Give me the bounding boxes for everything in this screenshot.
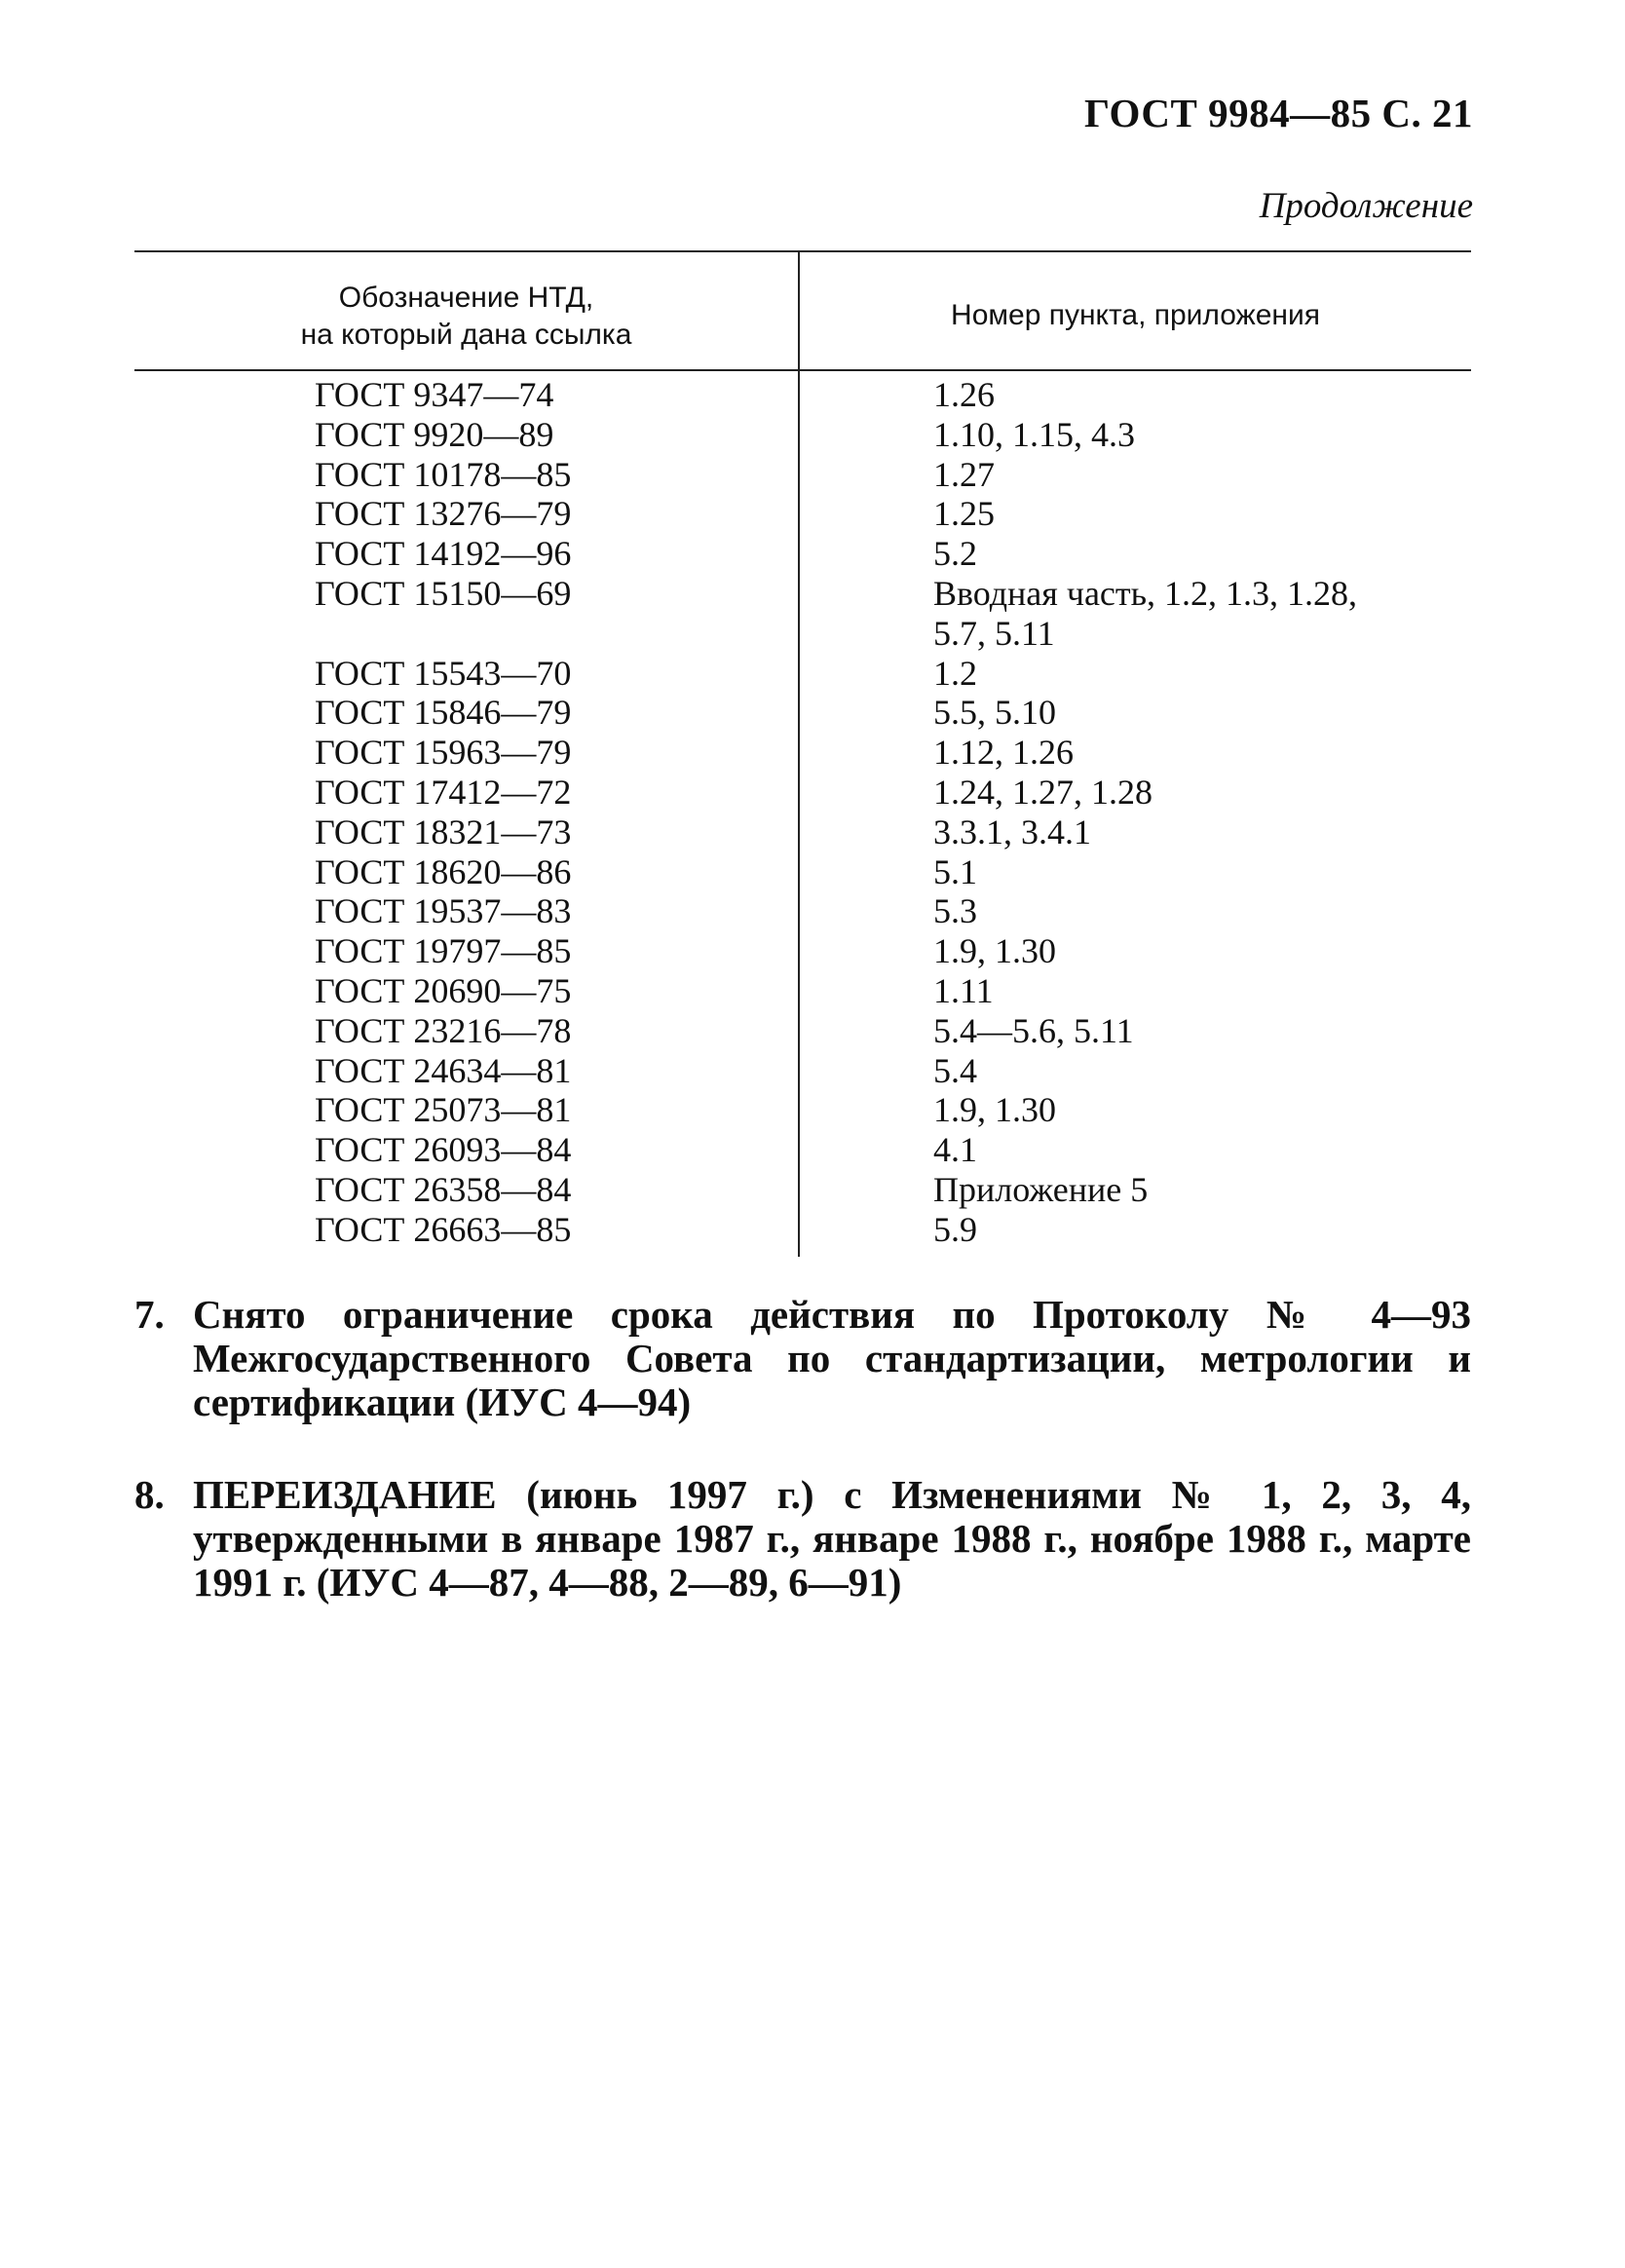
table-row <box>134 813 1471 852</box>
standard-designation: ГОСТ 9347—74 <box>315 375 554 414</box>
notes-section <box>134 1293 1471 1605</box>
standard-designation: ГОСТ 23216—78 <box>315 1010 572 1050</box>
clause-reference-line: 1.10, 1.15, 4.3 <box>933 414 1135 454</box>
note-text: Снято ограничение срока действия по Протоколу № 4—93 Межгосударственного Совета по стандартизации, метрологии и сертификации (ИУС 4—94) <box>193 1292 1471 1424</box>
standard-designation: ГОСТ 26093—84 <box>315 1130 572 1170</box>
clause-reference <box>618 733 1291 773</box>
clause-reference-line: 5.9 <box>933 1209 977 1249</box>
clause-reference-line: 1.11 <box>933 970 994 1010</box>
table-row <box>134 1011 1471 1051</box>
standard-designation: ГОСТ 13276—79 <box>315 494 572 534</box>
note-number: 8. <box>134 1472 165 1517</box>
clause-reference <box>618 534 1291 574</box>
clause-reference <box>618 813 1291 852</box>
table-row <box>134 852 1471 892</box>
standard-designation: ГОСТ 19537—83 <box>315 891 572 931</box>
clause-reference-line: 1.25 <box>933 494 995 534</box>
clause-reference-line: 3.3.1, 3.4.1 <box>933 812 1091 851</box>
clause-reference <box>618 971 1291 1011</box>
table-row <box>134 971 1471 1011</box>
standard-designation: ГОСТ 18620—86 <box>315 851 572 891</box>
clause-reference <box>618 693 1291 733</box>
note-text: ПЕРЕИЗДАНИЕ (июнь 1997 г.) с Изменениями № 1, 2, 3, 4, утвержденными в январе 1987 г., январе 1988 г., ноябре 1988 г., марте 1991 г. (ИУС 4—87, 4—88, 2—89, 6—91) <box>193 1472 1471 1605</box>
clause-reference-line: 5.5, 5.10 <box>933 693 1056 733</box>
table-row <box>134 494 1471 534</box>
note-item <box>134 1473 1471 1605</box>
table-top-rule <box>134 250 1471 252</box>
standard-designation: ГОСТ 26663—85 <box>315 1209 572 1249</box>
clause-reference-line: Приложение 5 <box>933 1169 1149 1209</box>
clause-reference <box>618 852 1291 892</box>
clause-reference <box>618 1051 1291 1091</box>
standard-designation: ГОСТ 26358—84 <box>315 1169 572 1209</box>
continuation-label: Продолжение <box>1259 186 1473 226</box>
clause-reference-line: 1.2 <box>933 653 977 693</box>
table-body <box>134 375 1471 1250</box>
standard-designation: ГОСТ 20690—75 <box>315 970 572 1010</box>
standard-designation: ГОСТ 18321—73 <box>315 812 572 851</box>
note-number: 7. <box>134 1292 165 1337</box>
table-row <box>134 415 1471 455</box>
table-header-rule <box>134 369 1471 371</box>
clause-reference <box>618 1170 1291 1210</box>
clause-reference <box>618 415 1291 455</box>
clause-reference-line: Вводная часть, 1.2, 1.3, 1.28, <box>933 573 1358 613</box>
clause-reference <box>618 1130 1291 1170</box>
column-header-standard-line1: Обозначение НТД, <box>338 282 594 314</box>
clause-reference <box>618 375 1291 415</box>
clause-reference-line: 5.1 <box>933 851 977 891</box>
standard-designation: ГОСТ 15846—79 <box>315 693 572 733</box>
standard-designation: ГОСТ 25073—81 <box>315 1090 572 1130</box>
clause-reference-line: 5.7, 5.11 <box>933 613 1055 653</box>
table-row <box>134 1090 1471 1130</box>
table-row <box>134 1051 1471 1091</box>
table-row <box>134 534 1471 574</box>
clause-reference-line: 4.1 <box>933 1130 977 1170</box>
clause-reference <box>618 1011 1291 1051</box>
clause-reference-line: 5.3 <box>933 891 977 931</box>
clause-reference <box>618 773 1291 813</box>
clause-reference <box>618 931 1291 971</box>
clause-reference-line: 1.26 <box>933 375 995 414</box>
clause-reference-line: 5.2 <box>933 534 977 574</box>
column-header-reference: Номер пункта, приложения <box>951 299 1320 331</box>
standard-designation: ГОСТ 19797—85 <box>315 931 572 971</box>
table-row <box>134 1130 1471 1170</box>
table-row <box>134 773 1471 813</box>
page-header-code: ГОСТ 9984—85 С. 21 <box>1083 91 1473 135</box>
clause-reference <box>618 494 1291 534</box>
column-header-standard-line2: на который дана ссылка <box>300 319 632 351</box>
table-row <box>134 375 1471 415</box>
standard-designation: ГОСТ 14192—96 <box>315 534 572 574</box>
clause-reference <box>618 654 1291 694</box>
standard-designation: ГОСТ 9920—89 <box>315 414 554 454</box>
table-row <box>134 1170 1471 1210</box>
clause-reference-line: 5.4 <box>933 1050 977 1090</box>
column-header-standard <box>134 280 798 354</box>
clause-reference-line: 5.4—5.6, 5.11 <box>933 1010 1134 1050</box>
clause-reference-line: 1.9, 1.30 <box>933 1090 1056 1130</box>
clause-reference <box>618 891 1291 931</box>
table-row <box>134 1210 1471 1250</box>
clause-reference-line: 1.9, 1.30 <box>933 931 1056 971</box>
note-item <box>134 1293 1471 1424</box>
standard-designation: ГОСТ 15963—79 <box>315 733 572 773</box>
standard-designation: ГОСТ 24634—81 <box>315 1050 572 1090</box>
table-row <box>134 693 1471 733</box>
standard-designation: ГОСТ 17412—72 <box>315 772 572 812</box>
table-row <box>134 733 1471 773</box>
table-row <box>134 455 1471 495</box>
table-row <box>134 654 1471 694</box>
standard-designation: ГОСТ 15150—69 <box>315 573 572 613</box>
clause-reference-line: 1.27 <box>933 454 995 494</box>
clause-reference <box>618 455 1291 495</box>
table-row <box>134 931 1471 971</box>
table-row <box>134 891 1471 931</box>
standard-designation: ГОСТ 10178—85 <box>315 454 572 494</box>
clause-reference-line: 1.12, 1.26 <box>933 733 1074 773</box>
clause-reference <box>618 1210 1291 1250</box>
clause-reference-line: 1.24, 1.27, 1.28 <box>933 772 1153 812</box>
clause-reference <box>618 1090 1291 1130</box>
standard-designation: ГОСТ 15543—70 <box>315 653 572 693</box>
clause-reference <box>618 573 1358 654</box>
table-row <box>134 574 1471 654</box>
